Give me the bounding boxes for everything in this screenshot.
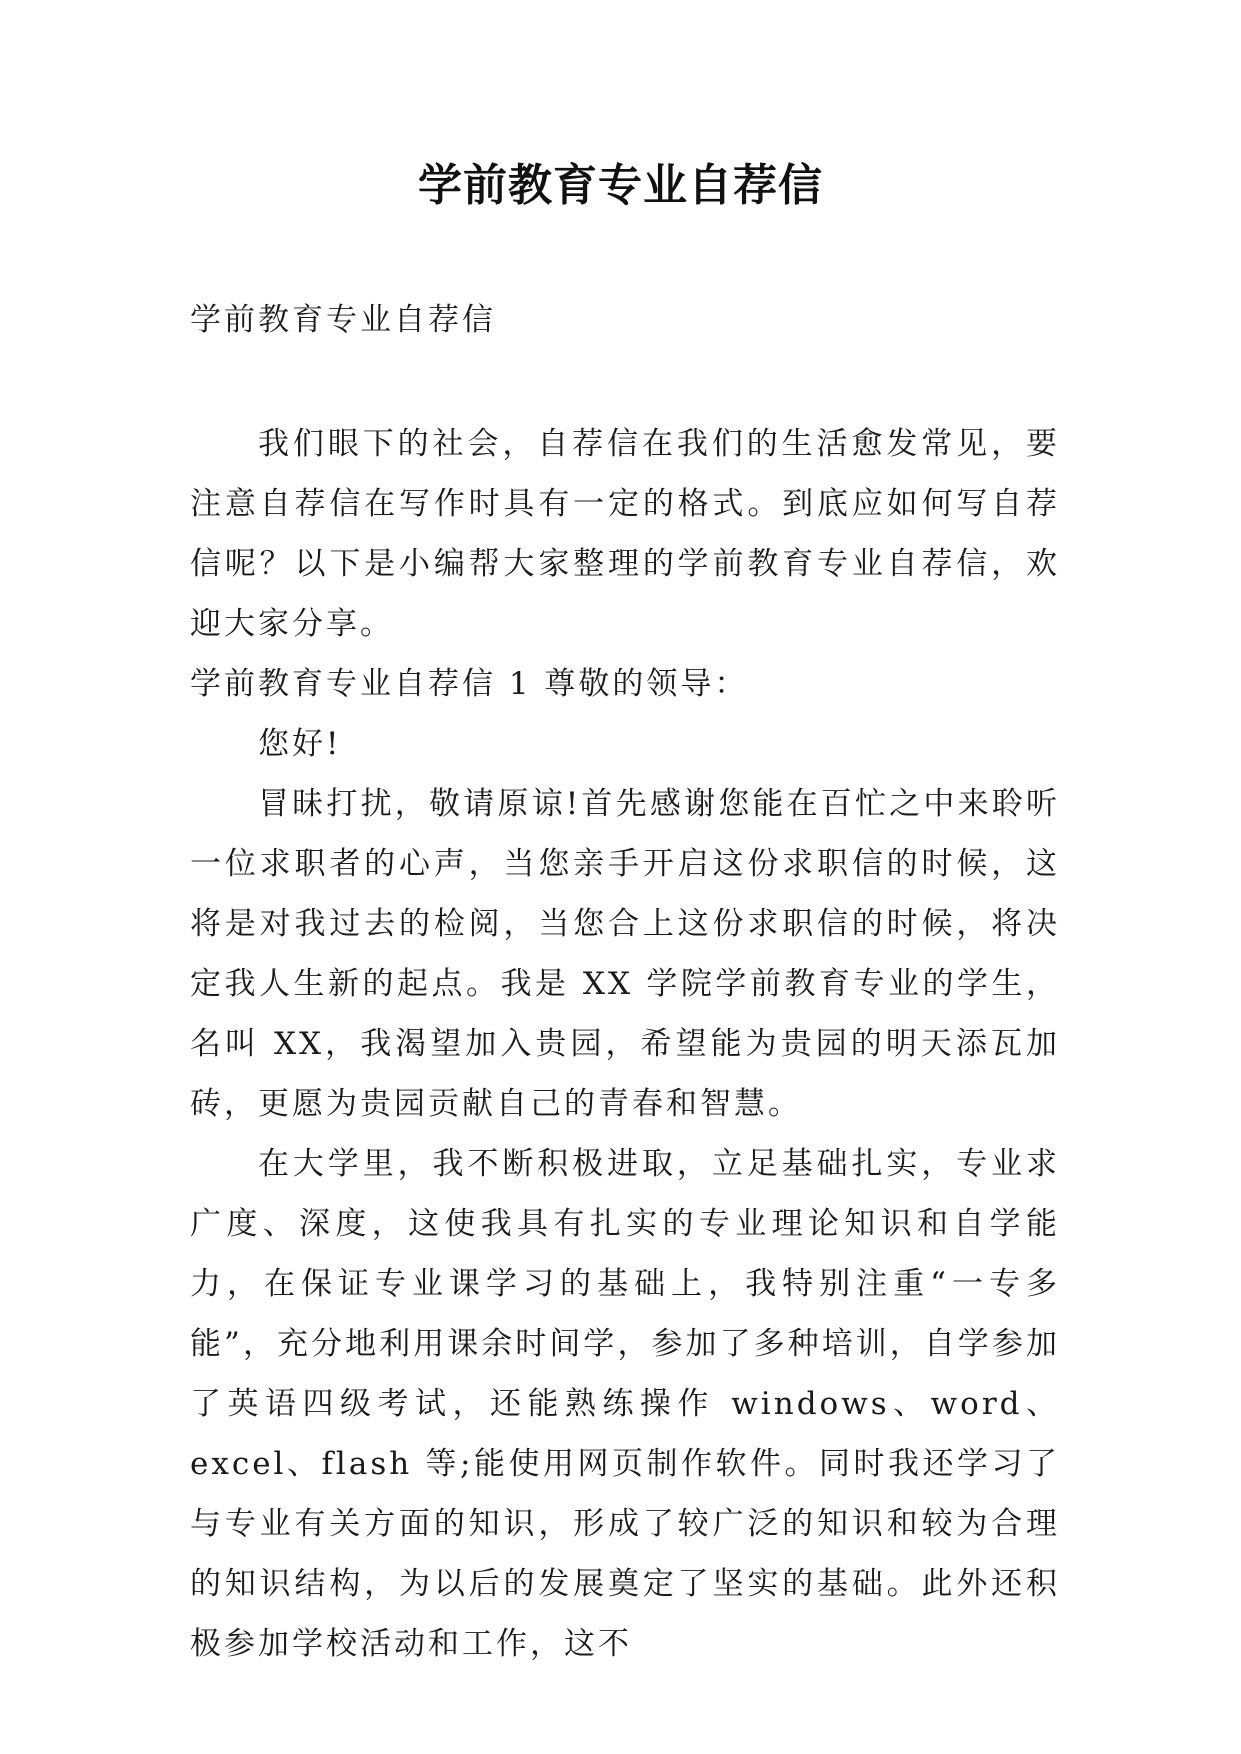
body-paragraph-2: 在大学里，我不断积极进取，立足基础扎实，专业求广度、深度，这使我具有扎实的专业理论知识和自学能力，在保证专业课学习的基础上，我特别注重“一专多能”，充分地利用课余时间学，参加了多种培训，自学参加了英语四级考试，还能熟练操作 windows、word、excel、flash 等;能使用网页制作软件。同时我还学习了与专业有关方面的知识，形成了较广泛的知识和较为合理的知识结构，为以后的发展奠定了坚实的基础。此外还积极参加学校活动和工作，这不	[190, 1146, 1060, 1662]
document-subtitle: 学前教育专业自荐信	[190, 302, 496, 338]
paragraph-gap	[190, 350, 1060, 414]
body-paragraph-1: 冒昧打扰，敬请原谅!首先感谢您能在百忙之中来聆听一位求职者的心声，当您亲手开启这份求职信的时候，这将是对我过去的检阅，当您合上这份求职信的时候，将决定我人生新的起点。我是 XX 学院学前教育专业的学生，名叫 XX，我渴望加入贵园，希望能为贵园的明天添瓦加砖，更愿为贵园贡献自己的青春和智慧。	[190, 786, 1060, 1122]
document-title: 学前教育专业自荐信	[418, 160, 823, 211]
intro-paragraph: 我们眼下的社会，自荐信在我们的生活愈发常见，要注意自荐信在写作时具有一定的格式。到底应如何写自荐信呢？以下是小编帮大家整理的学前教育专业自荐信，欢迎大家分享。	[190, 426, 1060, 642]
letter-heading: 学前教育专业自荐信 1 尊敬的领导：	[190, 666, 749, 702]
document-body	[190, 290, 1060, 1674]
greeting-line: 您好!	[258, 726, 342, 762]
